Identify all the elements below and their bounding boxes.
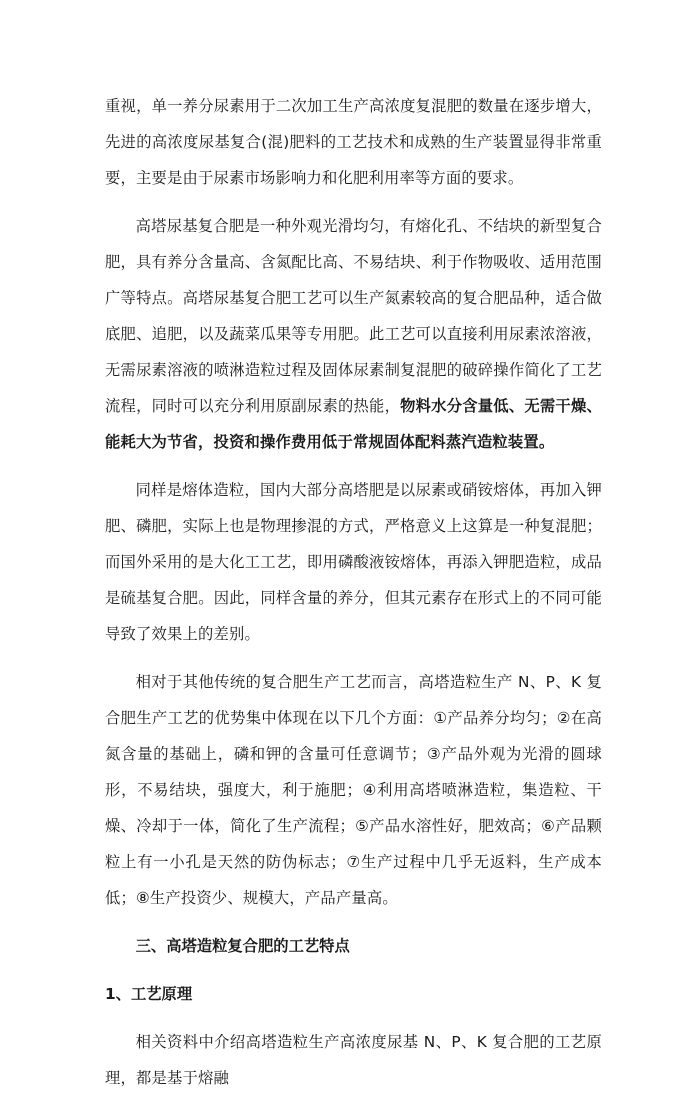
paragraph-normal-text: 高塔尿基复合肥是一种外观光滑均匀，有熔化孔、不结块的新型复合肥，具有养分含量高、含氮配比高、不易结块、利于作物吸收、适用范围广等特点。高塔尿基复合肥工艺可以生产氮素较高的复合肥品种，适合做底肥、追肥，以及蔬菜瓜果等专用肥。此工艺可以直接利用尿素浓溶液，无需尿素溶液的喷淋造粒过程及固体尿素制复混肥的破碎操作简化了工艺流程，同时可以充分利用原副尿素的热能， [105,217,602,415]
section-heading-process-features: 三、高塔造粒复合肥的工艺特点 [135,937,350,955]
paragraph-urea-importance: 重视，单一养分尿素用于二次加工生产高浓度复混肥的数量在逐步增大，先进的高浓度尿基复合(混)肥料的工艺技术和成熟的生产装置显得非常重要，主要是由于尿素市场影响力和化肥利用率等方面的要求。 [105,97,602,187]
paragraph-tower-fertilizer-features [105,208,602,460]
paragraph-process-advantages: 相对于其他传统的复合肥生产工艺而言，高塔造粒生产 N、P、K 复合肥生产工艺的优势集中体现在以下几个方面：①产品养分均匀；②在高氮含量的基础上，磷和钾的含量可任意调节；③产品外观为光滑的圆球形，不易结块，强度大，利于施肥；④利用高塔喷淋造粒，集造粒、干燥、冷却于一体，简化了生产流程；⑤产品水溶性好，肥效高；⑥产品颗粒上有一小孔是天然的防伪标志；⑦生产过程中几乎无返料，生产成本低；⑧生产投资少、规模大，产品产量高。 [105,673,602,907]
paragraph-principle-intro: 相关资料中介绍高塔造粒生产高浓度尿基 N、P、K 复合肥的工艺原理，都是基于熔融 [105,1033,602,1087]
subsection-heading-process-principle: 1、工艺原理 [105,985,193,1003]
paragraph-bold-text: 物料水分含量低、无需干燥、能耗大为节省，投资和操作费用低于常规固体配料蒸汽造粒装置。 [105,397,602,451]
paragraph-melt-granulation: 同样是熔体造粒，国内大部分高塔肥是以尿素或硝铵熔体，再加入钾肥、磷肥，实际上也是物理掺混的方式，严格意义上这算是一种复混肥；而国外采用的是大化工工艺，即用磷酸液铵熔体，再添入钾肥造粒，成品是硫基复合肥。因此，同样含量的养分，但其元素存在形式上的不同可能导致了效果上的差别。 [105,481,602,643]
